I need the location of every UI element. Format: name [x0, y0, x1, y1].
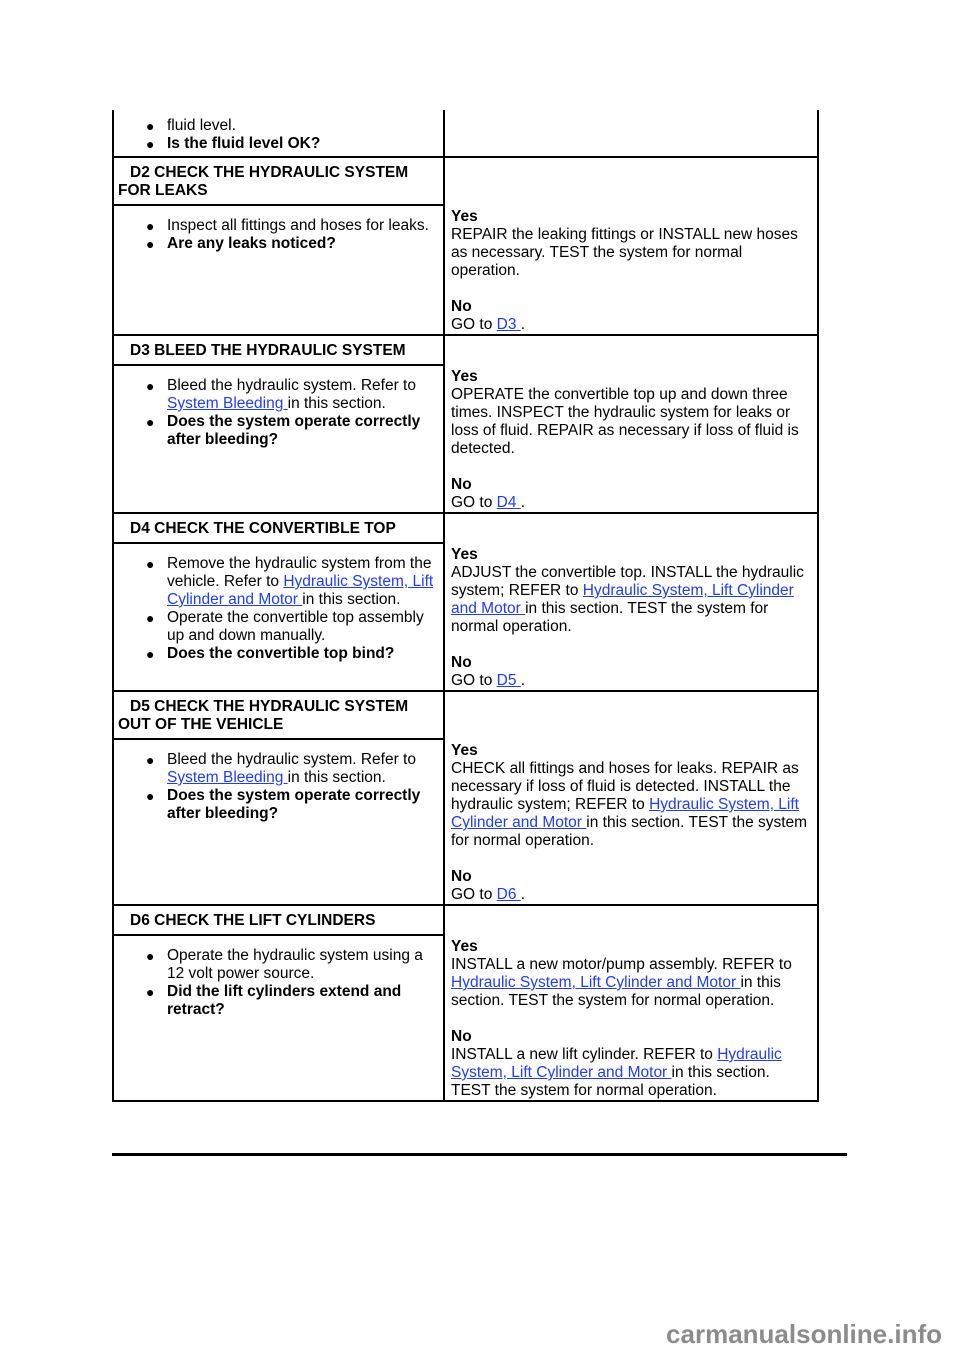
step-heading — [114, 692, 443, 734]
step-text: fluid level. — [167, 117, 236, 134]
link-system-bleeding[interactable]: System Bleeding — [167, 395, 288, 412]
page-divider — [112, 1153, 847, 1156]
diagnostic-table — [112, 110, 819, 1102]
table-row-continuation — [113, 110, 818, 157]
step-heading — [114, 336, 443, 360]
list-item-question — [146, 135, 443, 153]
heading-line: D4 CHECK THE CONVERTIBLE TOP — [130, 520, 396, 537]
link-d6[interactable]: D6 — [496, 886, 521, 903]
question-text: Is the fluid level OK? — [167, 135, 321, 152]
yes-text: INSTALL a new motor/pump assembly. REFER to — [451, 956, 792, 973]
no-text-end: . — [520, 886, 526, 903]
link-hydraulic-system[interactable]: Hydraulic System, Lift Cylinder and Motor — [451, 1046, 782, 1081]
step-text-end: in this section. — [302, 591, 401, 608]
no-text: GO to — [451, 886, 497, 903]
yes-label: Yes — [451, 368, 478, 385]
yes-label: Yes — [451, 742, 478, 759]
step-text: Bleed the hydraulic system. Refer to — [167, 377, 416, 394]
no-label: No — [451, 868, 472, 885]
heading-line: FOR LEAKS — [118, 182, 208, 199]
link-d3[interactable]: D3 — [496, 316, 521, 333]
question-text: Did the lift cylinders extend and retract? — [167, 983, 402, 1018]
heading-line: D3 BLEED THE HYDRAULIC SYSTEM — [130, 342, 406, 359]
link-hydraulic-system[interactable]: Hydraulic System, Lift Cylinder and Motor — [451, 974, 741, 991]
step-cell — [113, 335, 444, 513]
list-item-question — [146, 645, 435, 663]
link-hydraulic-system[interactable]: Hydraulic System, Lift Cylinder and Motor — [451, 582, 794, 617]
list-item — [146, 555, 435, 609]
list-item-question — [146, 235, 443, 253]
result-cell — [444, 335, 818, 513]
no-text: GO to — [451, 494, 497, 511]
question-text: Are any leaks noticed? — [167, 235, 336, 252]
watermark: carmanualsonline.info — [666, 1319, 942, 1349]
yes-text: OPERATE the convertible top up and down three times. INSPECT the hydraulic system for leaks or loss of fluid. REPAIR as necessary if loss of fluid is detected. — [451, 386, 799, 457]
step-cell — [113, 157, 444, 335]
list-item — [146, 117, 443, 135]
link-hydraulic-system[interactable]: Hydraulic System, Lift Cylinder and Motor — [167, 573, 434, 608]
result-cell — [444, 513, 818, 691]
no-text: INSTALL a new lift cylinder. REFER to — [451, 1046, 718, 1063]
list-item-question — [146, 787, 443, 823]
step-cell — [113, 691, 444, 905]
step-heading — [114, 514, 443, 538]
table-row-d3 — [113, 335, 818, 513]
yes-text: CHECK all fittings and hoses for leaks. REPAIR as necessary if loss of fluid is detected. INSTALL the hydraulic system; REFER to — [451, 760, 799, 813]
step-text-end: in this section. — [287, 769, 386, 786]
step-text: Inspect all fittings and hoses for leaks. — [167, 217, 429, 234]
table-row-d4 — [113, 513, 818, 691]
no-text: GO to — [451, 672, 497, 689]
no-text: GO to — [451, 316, 497, 333]
list-item — [146, 947, 443, 983]
yes-text-end: in this section. TEST the system for normal operation. — [451, 974, 781, 1009]
no-label: No — [451, 1028, 472, 1045]
result-cell — [444, 691, 818, 905]
heading-line: D5 CHECK THE HYDRAULIC SYSTEM — [130, 698, 409, 715]
no-text-end: in this section. TEST the system for normal operation. — [451, 1064, 770, 1099]
step-text: Operate the convertible top assembly up and down manually. — [167, 609, 424, 644]
step-cell — [113, 513, 444, 691]
yes-text-end: in this section. TEST the system for normal operation. — [451, 814, 808, 849]
yes-label: Yes — [451, 546, 478, 563]
list-item — [146, 751, 443, 787]
yes-text-end: in this section. TEST the system for normal operation. — [451, 600, 769, 635]
yes-text: ADJUST the convertible top. INSTALL the hydraulic system; REFER to — [451, 564, 804, 599]
table-row-d6 — [113, 905, 818, 1101]
yes-label: Yes — [451, 208, 478, 225]
no-text-end: . — [520, 494, 526, 511]
question-text: Does the system operate correctly after bleeding? — [167, 787, 421, 822]
step-heading — [114, 158, 443, 200]
no-label: No — [451, 654, 472, 671]
heading-line: D6 CHECK THE LIFT CYLINDERS — [130, 912, 376, 929]
step-cell — [113, 905, 444, 1101]
list-item-question — [146, 413, 443, 449]
step-text: Remove the hydraulic system from the vehicle. Refer to — [167, 555, 432, 590]
no-text-end: . — [520, 672, 526, 689]
question-text: Does the system operate correctly after bleeding? — [167, 413, 421, 448]
heading-line: D2 CHECK THE HYDRAULIC SYSTEM — [130, 164, 409, 181]
link-d4[interactable]: D4 — [496, 494, 521, 511]
heading-line: OUT OF THE VEHICLE — [118, 716, 284, 733]
link-system-bleeding[interactable]: System Bleeding — [167, 769, 288, 786]
no-text-end: . — [520, 316, 526, 333]
list-item — [146, 377, 443, 413]
result-cell — [444, 905, 818, 1101]
step-cell — [113, 110, 444, 157]
result-cell — [444, 157, 818, 335]
no-label: No — [451, 476, 472, 493]
yes-text: REPAIR the leaking fittings or INSTALL new hoses as necessary. TEST the system for normal operation. — [451, 226, 798, 279]
step-text: Operate the hydraulic system using a 12 volt power source. — [167, 947, 423, 982]
step-text-end: in this section. — [287, 395, 386, 412]
result-cell — [444, 110, 818, 157]
link-hydraulic-system[interactable]: Hydraulic System, Lift Cylinder and Motor — [451, 796, 799, 831]
no-label: No — [451, 298, 472, 315]
table-row-d5 — [113, 691, 818, 905]
list-item — [146, 609, 435, 645]
yes-label: Yes — [451, 938, 478, 955]
link-d5[interactable]: D5 — [496, 672, 521, 689]
step-text: Bleed the hydraulic system. Refer to — [167, 751, 416, 768]
list-item-question — [146, 983, 443, 1019]
list-item — [146, 217, 443, 235]
step-heading — [114, 906, 443, 930]
question-text: Does the convertible top bind? — [167, 645, 395, 662]
table-row-d2 — [113, 157, 818, 335]
